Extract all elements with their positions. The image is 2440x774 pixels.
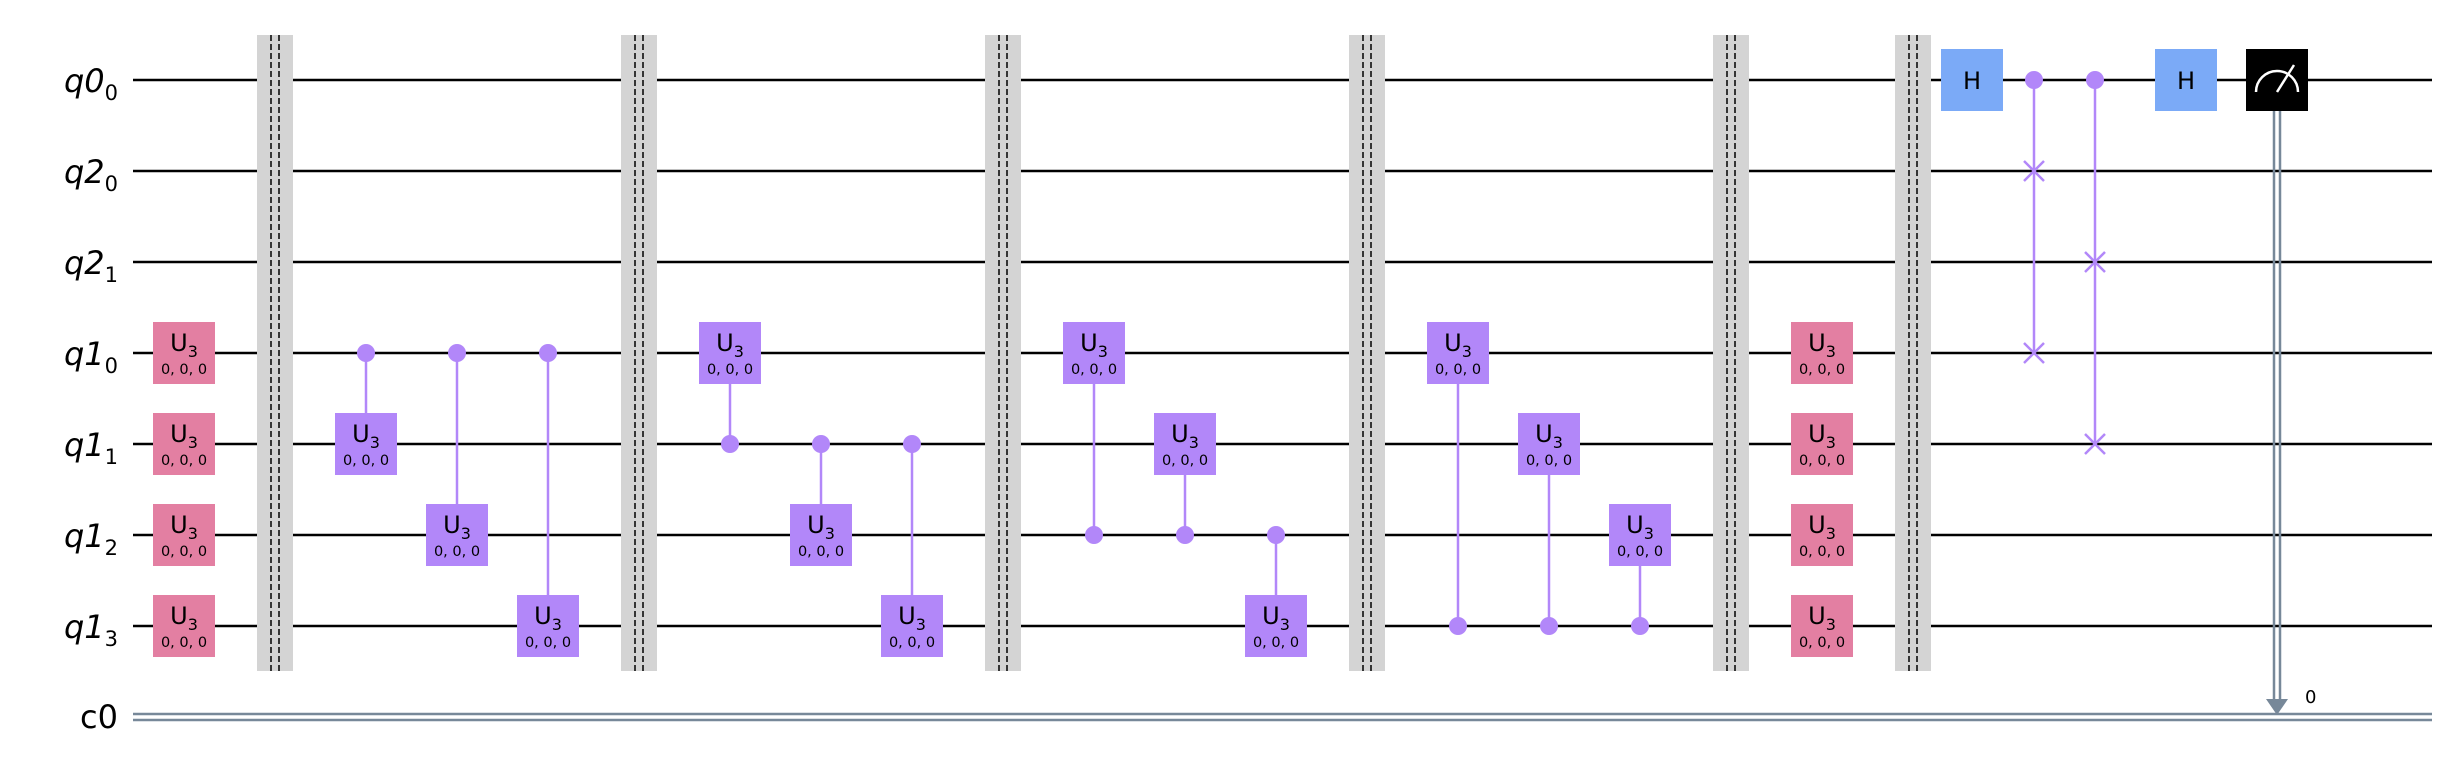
cu3-target-box (1427, 322, 1489, 384)
cu3-target-box (790, 504, 852, 566)
gate-name-sub: 3 (1188, 433, 1199, 452)
gate-name-main: U (807, 511, 825, 539)
qubit-index: 3 (104, 627, 118, 651)
cu3-target-box (426, 504, 488, 566)
gate-name-sub: 3 (1825, 342, 1836, 361)
qubit-register-name: q1 (63, 517, 105, 555)
register-labels (64, 62, 118, 736)
measure-clbit-index: 0 (2305, 687, 2317, 708)
qubit-register-name: q1 (63, 608, 105, 646)
gate-name-main: U (1444, 329, 1462, 357)
gate-name-sub: 3 (1461, 342, 1472, 361)
gate-params: 0, 0, 0 (1252, 635, 1300, 651)
gate-name-sub: 3 (915, 615, 926, 634)
gate-params: 0, 0, 0 (1798, 635, 1846, 651)
qubit-register-name: q0 (63, 62, 105, 100)
control-dot (1449, 617, 1467, 635)
control-dot (2025, 71, 2043, 89)
gate-params: 0, 0, 0 (433, 544, 481, 560)
gate-name-main: U (1171, 420, 1189, 448)
qubit-index: 2 (104, 536, 118, 560)
gate-params: 0, 0, 0 (888, 635, 936, 651)
classical-register-label: c0 (80, 698, 118, 736)
cu3-target-box (1609, 504, 1671, 566)
barrier (621, 35, 657, 671)
gate-name-sub: 3 (187, 433, 198, 452)
qubit-label (64, 426, 118, 469)
qubit-index: 0 (104, 81, 118, 105)
gate-name-main: U (534, 602, 552, 630)
gate-name-main: U (170, 329, 188, 357)
barrier-shade (257, 35, 293, 671)
gate-name-sub: 3 (1825, 615, 1836, 634)
gate-name-sub: 3 (187, 342, 198, 361)
gate-params: 0, 0, 0 (160, 544, 208, 560)
h-gate (2155, 49, 2217, 111)
control-dot (1085, 526, 1103, 544)
qubit-index: 0 (104, 354, 118, 378)
u3-gate (153, 504, 215, 566)
gate-params: 0, 0, 0 (160, 453, 208, 469)
qubit-index: 1 (104, 445, 118, 469)
gate-params: 0, 0, 0 (797, 544, 845, 560)
control-dot (1176, 526, 1194, 544)
gate-name-sub: 3 (1643, 524, 1654, 543)
u3-gate (1791, 595, 1853, 657)
gate-params: 0, 0, 0 (1798, 544, 1846, 560)
gate-params: 0, 0, 0 (1798, 453, 1846, 469)
cu3-target-box (881, 595, 943, 657)
gate-name-main: U (1808, 329, 1826, 357)
gate-name-main: U (1262, 602, 1280, 630)
control-dot (1540, 617, 1558, 635)
qubit-label (64, 608, 118, 651)
gate-name-sub: 3 (460, 524, 471, 543)
gate-params: 0, 0, 0 (1161, 453, 1209, 469)
gate-name-sub: 3 (187, 615, 198, 634)
gate-name-main: U (1808, 420, 1826, 448)
qubit-label (64, 62, 118, 105)
gate-name-main: U (1808, 511, 1826, 539)
gate-name-main: U (716, 329, 734, 357)
qubit-index: 0 (104, 172, 118, 196)
u3-gate (1791, 322, 1853, 384)
u3-gate (153, 595, 215, 657)
gate-name-main: U (443, 511, 461, 539)
qubit-index: 1 (104, 263, 118, 287)
gate-name-main: U (1626, 511, 1644, 539)
measure-arrow-icon (2266, 699, 2288, 715)
cu3-target-box (335, 413, 397, 475)
barrier-shade (621, 35, 657, 671)
barrier-shade (985, 35, 1021, 671)
gate-name-sub: 3 (551, 615, 562, 634)
cu3-target-box (1063, 322, 1125, 384)
gate-name: H (2176, 67, 2196, 95)
gate-name-sub: 3 (824, 524, 835, 543)
gate-params: 0, 0, 0 (160, 362, 208, 378)
gate-params: 0, 0, 0 (1616, 544, 1664, 560)
gate-name-main: U (1535, 420, 1553, 448)
qubit-register-name: q1 (63, 426, 105, 464)
gate-params: 0, 0, 0 (706, 362, 754, 378)
control-dot (903, 435, 921, 453)
barrier (257, 35, 293, 671)
barrier-shade (1349, 35, 1385, 671)
qubit-label (64, 153, 118, 196)
gate-name-sub: 3 (1279, 615, 1290, 634)
barrier (1713, 35, 1749, 671)
qubit-register-name: q1 (63, 335, 105, 373)
gate-name-sub: 3 (1097, 342, 1108, 361)
qubit-register-name: q2 (63, 244, 105, 282)
barrier-shade (1895, 35, 1931, 671)
barrier-shade (1713, 35, 1749, 671)
u3-gate (153, 322, 215, 384)
control-dot (1631, 617, 1649, 635)
gate-name-main: U (170, 420, 188, 448)
qubit-label (64, 335, 118, 378)
gate-box (2246, 49, 2308, 111)
control-dot (357, 344, 375, 362)
gate-params: 0, 0, 0 (342, 453, 390, 469)
qubit-label (64, 244, 118, 287)
control-dot (2086, 71, 2104, 89)
qubit-label (64, 517, 118, 560)
gate-params: 0, 0, 0 (524, 635, 572, 651)
gate-name-sub: 3 (1552, 433, 1563, 452)
gate-params: 0, 0, 0 (1434, 362, 1482, 378)
controlled-u3-gate (1449, 353, 1467, 635)
gate-name-main: U (170, 602, 188, 630)
gate-name-main: U (1080, 329, 1098, 357)
gate-name-sub: 3 (1825, 524, 1836, 543)
control-dot (539, 344, 557, 362)
qubit-register-name: q2 (63, 153, 105, 191)
gate-name-sub: 3 (369, 433, 380, 452)
gate-name-main: U (1808, 602, 1826, 630)
gate-name-sub: 3 (733, 342, 744, 361)
control-dot (721, 435, 739, 453)
u3-gate (1791, 504, 1853, 566)
gate-name-main: U (170, 511, 188, 539)
measure-gate (2246, 49, 2316, 715)
gate-params: 0, 0, 0 (1525, 453, 1573, 469)
gate-params: 0, 0, 0 (1070, 362, 1118, 378)
cu3-target-box (1245, 595, 1307, 657)
cu3-target-box (517, 595, 579, 657)
gate-name-main: U (352, 420, 370, 448)
gate-params: 0, 0, 0 (1798, 362, 1846, 378)
gate-name-sub: 3 (187, 524, 198, 543)
gate-name: H (1962, 67, 1982, 95)
controlled-u3-gate (539, 344, 557, 626)
cu3-target-box (699, 322, 761, 384)
u3-gate (153, 413, 215, 475)
u3-gate (1791, 413, 1853, 475)
gate-params: 0, 0, 0 (160, 635, 208, 651)
cu3-target-box (1518, 413, 1580, 475)
h-gate (1941, 49, 2003, 111)
barrier (1895, 35, 1931, 671)
cu3-target-box (1154, 413, 1216, 475)
control-dot (1267, 526, 1285, 544)
gate-name-main: U (898, 602, 916, 630)
control-dot (448, 344, 466, 362)
gate-name-sub: 3 (1825, 433, 1836, 452)
control-dot (812, 435, 830, 453)
controlled-swap-gate (2024, 71, 2044, 363)
gates-layer (153, 49, 2316, 715)
barrier (1349, 35, 1385, 671)
barrier (985, 35, 1021, 671)
